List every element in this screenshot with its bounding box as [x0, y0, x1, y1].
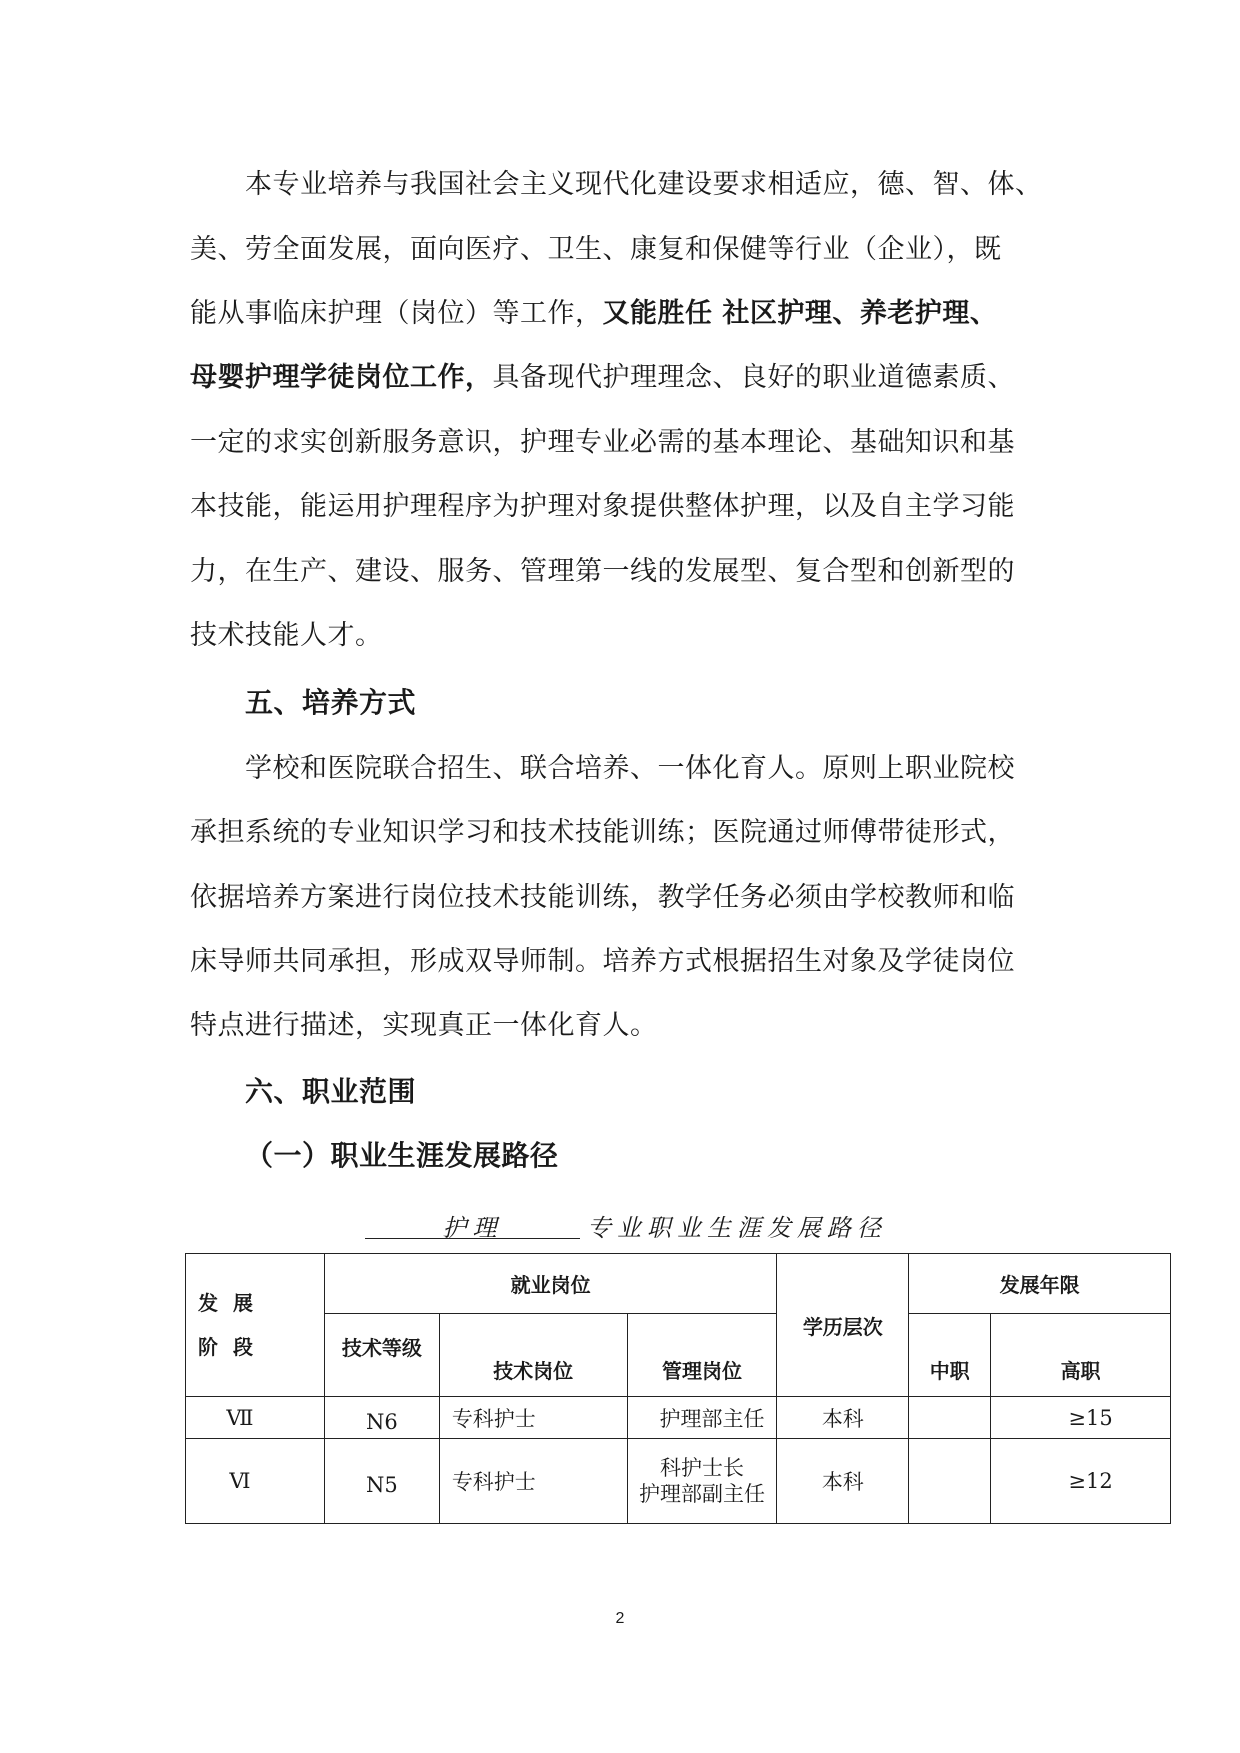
para1-line4-bold: 母婴护理学徒岗位工作， [190, 362, 493, 393]
para1-line8: 技术技能人才。 [190, 620, 383, 651]
header-employment: 就业岗位 [324, 1254, 776, 1314]
cell-stage: Ⅵ [186, 1439, 325, 1524]
header-stage [186, 1254, 325, 1397]
cell-tech-level: N6 [324, 1397, 439, 1439]
cell-tech-post: 专科护士 [439, 1397, 627, 1439]
section5-heading: 五、培养方式 [245, 686, 417, 719]
cell-higher: ≥15 [991, 1397, 1171, 1439]
cell-tech-post: 专科护士 [439, 1439, 627, 1524]
career-path-table [185, 1253, 1171, 1524]
table-title-rest: 专业职业生涯发展路径 [587, 1214, 887, 1242]
section6-subheading: （一）职业生涯发展路径 [245, 1139, 559, 1172]
cell-tech-level: N5 [324, 1439, 439, 1524]
cell-secondary [909, 1439, 991, 1524]
section5-line4: 床导师共同承担，形成双导师制。培养方式根据招生对象及学徒岗位 [190, 946, 1015, 977]
para1-line4-normal: 具备现代护理理念、良好的职业道德素质、 [492, 362, 1015, 393]
section5-line2: 承担系统的专业知识学习和技术技能训练；医院通过师傅带徒形式， [190, 817, 1015, 848]
section5-line1: 学校和医院联合招生、联合培养、一体化育人。原则上职业院校 [245, 753, 1015, 784]
para1-line6: 本技能，能运用护理程序为护理对象提供整体护理，以及自主学习能 [190, 491, 1015, 522]
para1-line2: 美、劳全面发展，面向医疗、卫生、康复和保健等行业（企业），既 [190, 234, 1002, 265]
para1-line7: 力，在生产、建设、服务、管理第一线的发展型、复合型和创新型的 [190, 556, 1015, 587]
table-row [186, 1439, 1171, 1524]
para1-line3-bold: 又能胜任 社区护理、养老护理、 [602, 298, 998, 329]
para1-line3 [190, 294, 997, 334]
section6-heading: 六、职业范围 [245, 1075, 417, 1108]
header-higher: 高职 [991, 1314, 1171, 1397]
header-tech-level: 技术等级 [324, 1314, 439, 1397]
cell-education: 本科 [777, 1439, 909, 1524]
header-education: 学历层次 [777, 1254, 909, 1397]
header-tech-post: 技术岗位 [439, 1314, 627, 1397]
cell-education: 本科 [777, 1397, 909, 1439]
table-title-major: 护理 [365, 1208, 580, 1239]
header-stage-label: 发 展 阶 段 [198, 1291, 257, 1359]
section5-line3: 依据培养方案进行岗位技术技能训练，教学任务必须由学校教师和临 [190, 882, 1015, 913]
para1-line1: 本专业培养与我国社会主义现代化建设要求相适应，德、智、体、 [245, 169, 1043, 200]
header-years: 发展年限 [909, 1254, 1171, 1314]
table-row [186, 1397, 1171, 1439]
cell-higher: ≥12 [991, 1439, 1171, 1524]
para1-line5: 一定的求实创新服务意识，护理专业必需的基本理论、基础知识和基 [190, 427, 1015, 458]
cell-mgmt-post: 护理部主任 [627, 1397, 777, 1439]
cell-stage: Ⅶ [186, 1397, 325, 1439]
header-mgmt-post: 管理岗位 [627, 1314, 777, 1397]
para1-line4 [190, 358, 1015, 398]
para1-line3-normal: 能从事临床护理（岗位）等工作， [190, 298, 603, 329]
cell-secondary [909, 1397, 991, 1439]
page-number: 2 [615, 1610, 625, 1627]
section5-line5: 特点进行描述，实现真正一体化育人。 [190, 1010, 658, 1041]
table-title [365, 1208, 885, 1248]
header-secondary: 中职 [909, 1314, 991, 1397]
cell-mgmt-post: 科护士长 护理部副主任 [627, 1439, 777, 1524]
